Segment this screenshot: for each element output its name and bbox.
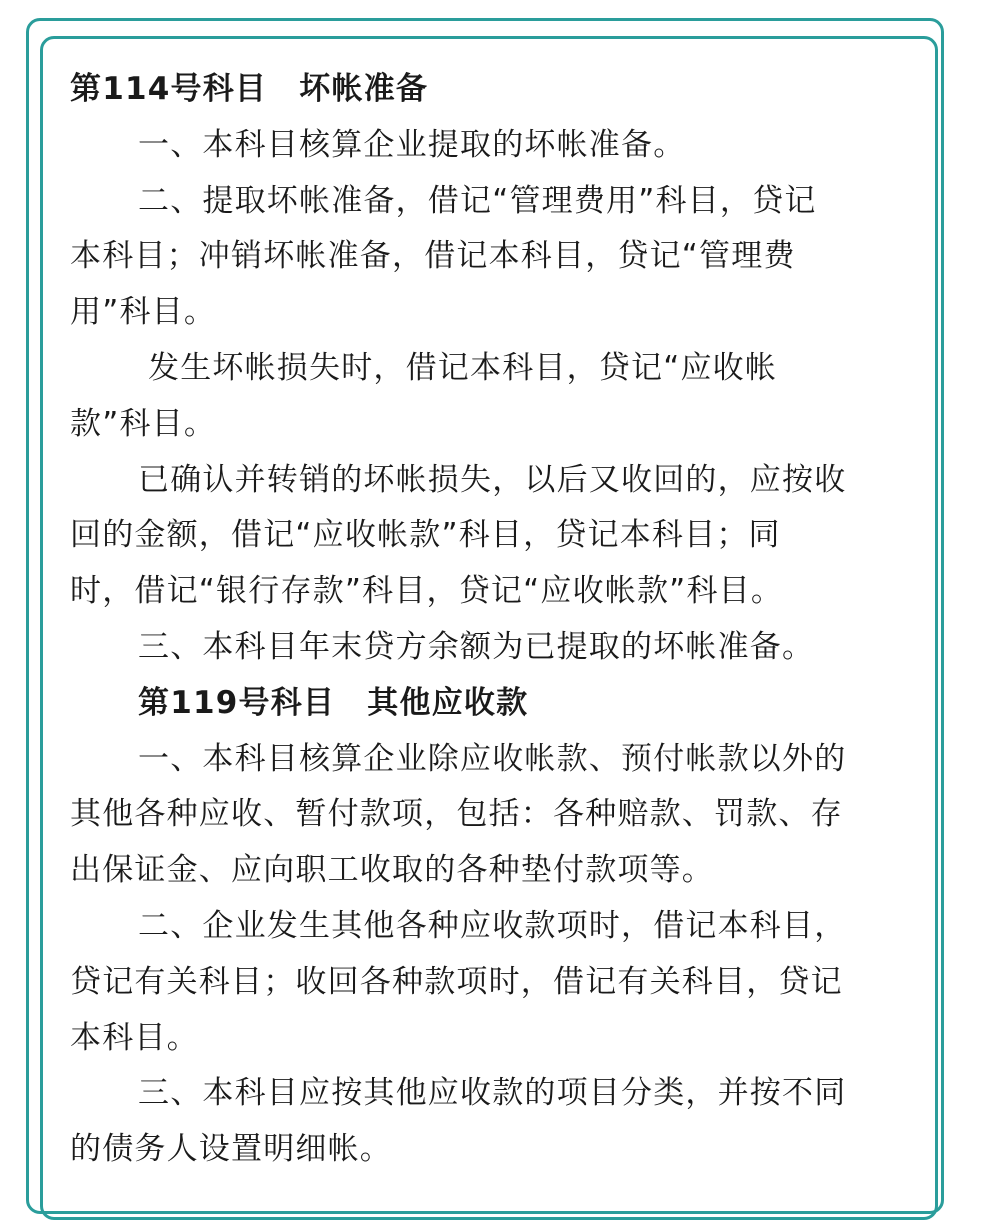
section-heading-114: 第114号科目 坏帐准备 xyxy=(70,71,429,107)
paragraph-line: 时，借记“银行存款”科目，贷记“应收帐款”科目。 xyxy=(70,573,784,610)
paragraph-line: 二、企业发生其他各种应收款项时，借记本科目， xyxy=(138,907,847,944)
paragraph-line: 用”科目。 xyxy=(70,294,217,331)
paragraph-line: 三、本科目年末贷方余额为已提取的坏帐准备。 xyxy=(138,628,815,665)
paragraph-line: 三、本科目应按其他应收款的项目分类，并按不同 xyxy=(138,1075,847,1112)
paragraph-line: 本科目；冲销坏帐准备，借记本科目，贷记“管理费 xyxy=(70,238,796,275)
paragraph-line: 本科目。 xyxy=(70,1019,199,1056)
paragraph-line: 的债务人设置明细帐。 xyxy=(70,1131,392,1168)
section-heading-119: 第119号科目 其他应收款 xyxy=(138,684,529,721)
document-body xyxy=(70,62,912,1178)
paragraph-line: 其他各种应收、暂付款项，包括：各种赔款、罚款、存 xyxy=(70,796,843,833)
paragraph-line: 二、提取坏帐准备，借记“管理费用”科目，贷记 xyxy=(138,182,817,219)
paragraph-line: 已确认并转销的坏帐损失，以后又收回的，应按收 xyxy=(138,461,847,498)
paragraph-line: 发生坏帐损失时，借记本科目，贷记“应收帐 xyxy=(148,349,778,386)
paragraph-line: 贷记有关科目；收回各种款项时，借记有关科目，贷记 xyxy=(70,963,843,1000)
paragraph-line: 出保证金、应向职工收取的各种垫付款项等。 xyxy=(70,852,714,889)
paragraph-line: 一、本科目核算企业除应收帐款、预付帐款以外的 xyxy=(138,740,847,777)
paragraph-line: 一、本科目核算企业提取的坏帐准备。 xyxy=(138,126,686,163)
paragraph-line: 回的金额，借记“应收帐款”科目，贷记本科目；同 xyxy=(70,517,781,554)
paragraph-line: 款”科目。 xyxy=(70,405,217,442)
